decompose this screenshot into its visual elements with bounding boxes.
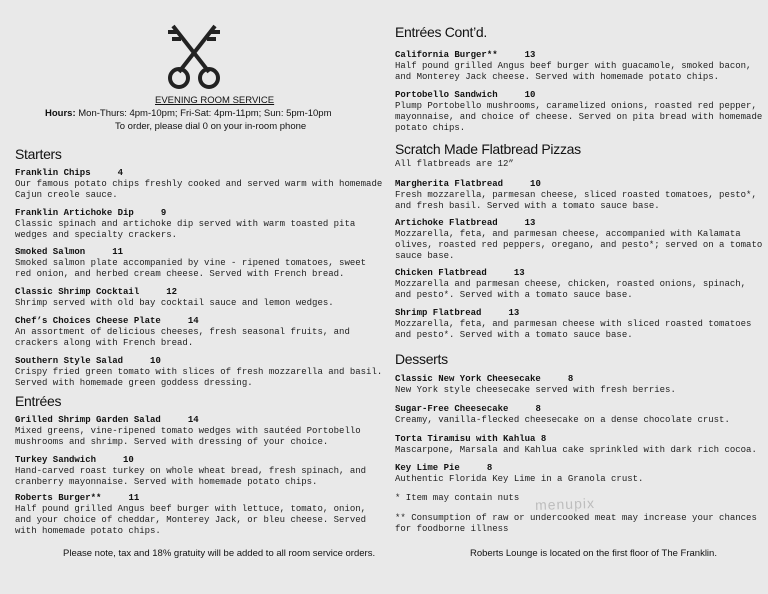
menu-item xyxy=(395,90,767,134)
starters-heading: Starters xyxy=(15,146,62,162)
item-header: Grilled Shrimp Garden Salad 14 xyxy=(15,415,199,425)
flatbreads-heading: Scratch Made Flatbread Pizzas xyxy=(395,141,581,157)
menu-item xyxy=(15,415,387,448)
item-header: Classic New York Cheesecake 8 xyxy=(395,374,574,384)
menu-item xyxy=(15,287,387,309)
item-description: Mixed greens, vine-ripened tomato wedges with sautéed Portobello mushrooms and shrimp. Served with dressing of your choice. xyxy=(15,426,361,447)
flatbread-size-note: All flatbreads are 12” xyxy=(395,159,514,169)
menu-item xyxy=(15,316,387,349)
hours-label: Hours: xyxy=(45,108,76,119)
item-header: Portobello Sandwich 10 xyxy=(395,90,536,100)
hours-text: Mon-Thurs: 4pm-10pm; Fri-Sat: 4pm-11pm; Sun: 5pm-10pm xyxy=(78,108,332,119)
crossed-keys-logo xyxy=(165,22,223,92)
item-header: California Burger** 13 xyxy=(395,50,536,60)
order-instructions: To order, please dial 0 on your in-room phone xyxy=(115,121,307,132)
item-header: Franklin Artichoke Dip 9 xyxy=(15,208,167,218)
hours-line xyxy=(45,108,332,119)
item-header: Southern Style Salad 10 xyxy=(15,356,161,366)
item-header: Artichoke Flatbread 13 xyxy=(395,218,536,228)
gratuity-note: Please note, tax and 18% gratuity will be added to all room service orders. xyxy=(63,548,376,559)
menu-item xyxy=(395,50,767,83)
menu-item xyxy=(395,218,767,262)
item-header: Key Lime Pie 8 xyxy=(395,463,493,473)
item-header: Franklin Chips 4 xyxy=(15,168,124,178)
menu-item xyxy=(15,356,387,389)
menu-item xyxy=(395,404,767,426)
item-header: Torta Tiramisu with Kahlua 8 xyxy=(395,434,547,444)
item-description: Shrimp served with old bay cocktail sauce and lemon wedges. xyxy=(15,298,334,308)
item-header: Chef’s Choices Cheese Plate 14 xyxy=(15,316,199,326)
menupix-watermark: menupix xyxy=(534,494,596,514)
item-description: Mozzarella, feta, and parmesan cheese with sliced roasted tomatoes and pesto*. Served with a tomato sauce base. xyxy=(395,319,752,340)
item-description: Mascarpone, Marsala and Kahlua cake sprinkled with dark rich cocoa. xyxy=(395,445,757,455)
menu-item xyxy=(15,247,387,280)
item-description: Half pound grilled Angus beef burger with guacamole, smoked bacon, and Monterey Jack cheese. Served with homemade potato chips. xyxy=(395,61,752,82)
menu-item xyxy=(15,455,387,488)
item-description: Plump Portobello mushrooms, caramelized onions, roasted red pepper, mayonnaise, and choice of cheese. Served on pita bread with homemade potato chips. xyxy=(395,101,763,133)
entrees-heading: Entrées xyxy=(15,393,62,409)
menu-item xyxy=(395,268,767,301)
raw-meat-note: ** Consumption of raw or undercooked meat may increase your chances for foodborne illness xyxy=(395,513,757,534)
desserts-heading: Desserts xyxy=(395,351,448,367)
item-description: Smoked salmon plate accompanied by vine - ripened tomatoes, sweet red onion, and herbed cream cheese. Served with French bread. xyxy=(15,258,367,279)
item-description: Hand-carved roast turkey on whole wheat bread, fresh spinach, and cranberry mayonnaise. Served with homemade potato chips. xyxy=(15,466,367,487)
item-header: Classic Shrimp Cocktail 12 xyxy=(15,287,178,297)
menu-item xyxy=(15,168,387,201)
lounge-location-note: Roberts Lounge is located on the first floor of The Franklin. xyxy=(470,548,717,559)
item-header: Turkey Sandwich 10 xyxy=(15,455,134,465)
item-description: Fresh mozzarella, parmesan cheese, sliced roasted tomatoes, pesto*, and fresh basil. Served with a tomato sauce base. xyxy=(395,190,757,211)
item-description: Classic spinach and artichoke dip served with warm toasted pita wedges and specialty crackers. xyxy=(15,219,356,240)
menu-item xyxy=(395,308,767,341)
item-description: New York style cheesecake served with fresh berries. xyxy=(395,385,676,395)
item-header: Roberts Burger** 11 xyxy=(15,493,140,503)
evening-room-service-title: EVENING ROOM SERVICE xyxy=(155,95,275,106)
item-description: An assortment of delicious cheeses, fresh seasonal fruits, and crackers along with French bread. xyxy=(15,327,350,348)
item-header: Chicken Flatbread 13 xyxy=(395,268,525,278)
item-description: Mozzarella, feta, and parmesan cheese, accompanied with Kalamata olives, roasted red peppers, oregano, and pesto*; served on a tomato sauce base. xyxy=(395,229,763,261)
menu-item xyxy=(395,374,767,396)
item-header: Smoked Salmon 11 xyxy=(15,247,124,257)
item-description: Mozzarella and parmesan cheese, chicken, roasted onions, spinach, and pesto*. Served with a tomato sauce base. xyxy=(395,279,747,300)
item-description: Crispy fried green tomato with slices of fresh mozzarella and basil. Served with homemade green goddess dressing. xyxy=(15,367,383,388)
menu-item xyxy=(395,434,767,456)
item-header: Shrimp Flatbread 13 xyxy=(395,308,520,318)
item-header: Sugar-Free Cheesecake 8 xyxy=(395,404,541,414)
entrees-contd-heading: Entrées Cont’d. xyxy=(395,24,487,40)
menu-item xyxy=(395,463,767,485)
item-description: Half pound grilled Angus beef burger with lettuce, tomato, onion, and your choice of cheddar, Monterey Jack, or bleu cheese. Served with homemade potato chips. xyxy=(15,504,367,536)
item-header: Margherita Flatbread 10 xyxy=(395,179,541,189)
menu-item xyxy=(15,493,387,537)
item-description: Our famous potato chips freshly cooked and served warm with homemade Cajun creole sauce. xyxy=(15,179,383,200)
item-description: Authentic Florida Key Lime in a Granola crust. xyxy=(395,474,644,484)
menu-item xyxy=(395,179,767,212)
menu-item xyxy=(15,208,387,241)
item-description: Creamy, vanilla-flecked cheesecake on a dense chocolate crust. xyxy=(395,415,730,425)
nuts-note: * Item may contain nuts xyxy=(395,493,520,503)
